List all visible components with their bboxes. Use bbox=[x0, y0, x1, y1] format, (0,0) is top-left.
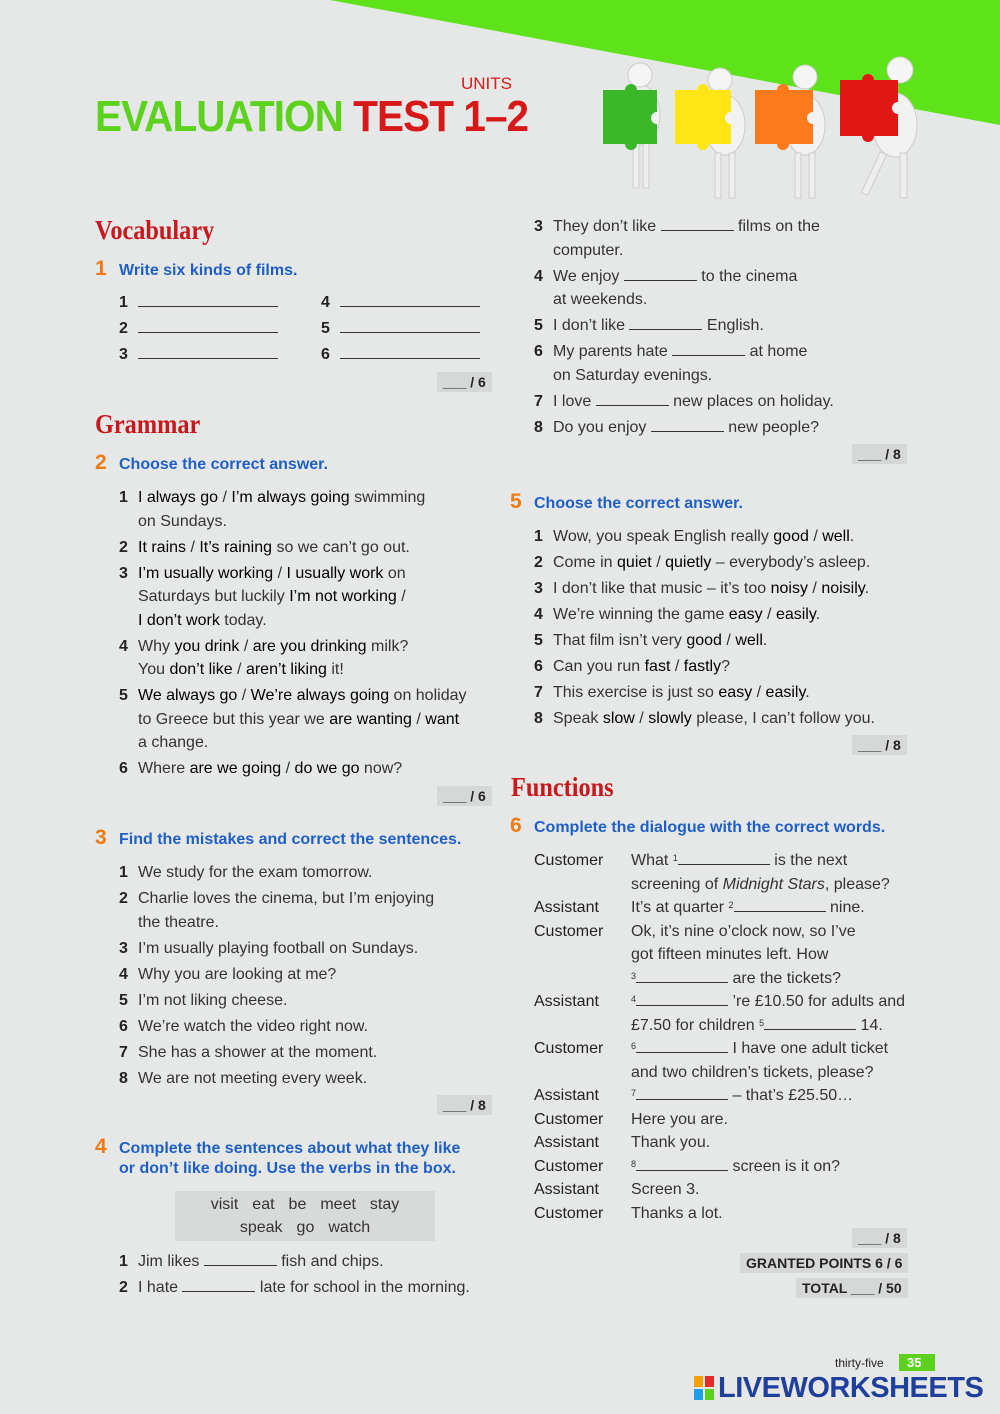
q4-item-4: 4 We enjoy to the cinema at weekends. bbox=[534, 267, 798, 308]
q5-1-option-b[interactable]: well bbox=[822, 528, 850, 545]
q2-2-option-b[interactable]: It’s raining bbox=[199, 538, 272, 556]
vocabulary-heading: Vocabulary bbox=[95, 215, 215, 245]
page-title bbox=[95, 92, 528, 142]
q4-item-8: 8 Do you enjoy new people? bbox=[534, 418, 820, 436]
title-units-range: 1–2 bbox=[463, 92, 529, 141]
verb-visit: visit bbox=[210, 1196, 239, 1213]
q3-item-2: 2 Charlie loves the cinema, but I’m enjoying the theatre. bbox=[119, 890, 435, 931]
q2-number: 2 bbox=[95, 451, 107, 474]
q1-row-3[interactable]: 3 bbox=[119, 346, 278, 364]
q2-5-option-a[interactable]: We always go bbox=[138, 687, 238, 704]
q6-blank-8[interactable] bbox=[636, 1157, 728, 1171]
q5-item-7: 7 This exercise is just so easy / easily. bbox=[534, 684, 810, 701]
q2-3-option-c[interactable]: I’m not working bbox=[289, 588, 397, 605]
q3-item-6: 6 We’re watch the video right now. bbox=[119, 1017, 369, 1035]
title-evaluation: EVALUATION bbox=[95, 92, 343, 141]
q6-blank-3[interactable] bbox=[636, 969, 728, 983]
q6-dialogue bbox=[534, 849, 905, 1225]
q5-3-option-b[interactable]: noisily bbox=[821, 580, 865, 597]
q5-6-option-a[interactable]: fast bbox=[644, 658, 671, 675]
q5-item-8: 8 Speak slow / slowly please, I can’t follow you. bbox=[534, 710, 875, 727]
q4-6-blank[interactable] bbox=[672, 342, 745, 356]
q2-1-option-a[interactable]: I always go bbox=[138, 489, 219, 506]
verb-meet: meet bbox=[320, 1196, 356, 1213]
q4-score: ___ / 8 bbox=[852, 444, 907, 464]
q5-7-option-a[interactable]: easy bbox=[718, 684, 753, 701]
q5-item-1: 1 Wow, you speak English really good / well. bbox=[534, 528, 855, 545]
q4-4-blank[interactable] bbox=[624, 267, 697, 281]
q5-instruction bbox=[510, 490, 743, 514]
q5-4-option-a[interactable]: easy bbox=[728, 606, 763, 623]
q3-list bbox=[119, 861, 494, 1093]
q1-number: 1 bbox=[95, 257, 107, 280]
q4-item-6: 6 My parents hate at home on Saturday evenings. bbox=[534, 343, 808, 384]
page-word: thirty-five bbox=[835, 1356, 884, 1370]
q3-item-1: 1 We study for the exam tomorrow. bbox=[119, 864, 373, 881]
q5-item-3: 3 I don’t like that music – it’s too noisy / noisily. bbox=[534, 580, 870, 597]
q4-2-blank[interactable] bbox=[182, 1278, 255, 1292]
q2-5-option-c[interactable]: are wanting bbox=[329, 710, 412, 728]
dialogue-line-2: Assistant It’s at quarter $^2$ nine. bbox=[534, 899, 865, 916]
functions-heading: Functions bbox=[511, 772, 614, 802]
dialogue-line-9: Customer $^8$ screen is it on? bbox=[534, 1157, 841, 1175]
q5-6-option-b[interactable]: fastly bbox=[683, 658, 722, 675]
q3-item-7: 7 She has a shower at the moment. bbox=[119, 1043, 378, 1061]
q4-3-blank[interactable] bbox=[661, 217, 734, 231]
q2-2-option-a[interactable]: It rains bbox=[138, 538, 187, 556]
q1-instruction bbox=[95, 257, 298, 281]
q3-text: Find the mistakes and correct the sentences. bbox=[119, 831, 462, 848]
puzzle-figures-illustration bbox=[595, 55, 945, 205]
q2-4-option-d[interactable]: aren’t liking bbox=[245, 661, 327, 678]
q5-text: Choose the correct answer. bbox=[534, 495, 743, 512]
q4-5-blank[interactable] bbox=[629, 316, 702, 330]
q4-item-7: 7 I love new places on holiday. bbox=[534, 392, 834, 410]
q1-text: Write six kinds of films. bbox=[119, 262, 298, 279]
dialogue-line-10: Assistant Screen 3. bbox=[534, 1181, 700, 1198]
q5-item-6: 6 Can you run fast / fastly? bbox=[534, 658, 731, 675]
q6-score: ___ / 8 bbox=[852, 1228, 907, 1248]
q3-item-8: 8 We are not meeting every week. bbox=[119, 1069, 368, 1087]
q4-1-blank[interactable] bbox=[204, 1252, 277, 1266]
q2-item-1: 1 I always go / I’m always going swimming on Sundays. bbox=[119, 489, 426, 530]
q3-item-4: 4 Why you are looking at me? bbox=[119, 965, 337, 983]
q3-instruction bbox=[95, 826, 462, 850]
q6-blank-2[interactable] bbox=[734, 898, 826, 912]
q5-3-option-a[interactable]: noisy bbox=[770, 580, 808, 597]
q3-item-5: 5 I’m not liking cheese. bbox=[119, 991, 288, 1009]
q5-7-option-b[interactable]: easily bbox=[765, 684, 806, 701]
q2-6-option-b[interactable]: do we go bbox=[294, 760, 360, 777]
q5-number: 5 bbox=[510, 490, 522, 513]
q1-score: ___ / 6 bbox=[437, 372, 492, 392]
q3-item-3: 3 I’m usually playing football on Sundays. bbox=[119, 939, 419, 957]
grammar-heading: Grammar bbox=[95, 409, 201, 439]
q2-4-option-b[interactable]: are you drinking bbox=[252, 637, 367, 655]
q2-6-option-a[interactable]: are we going bbox=[189, 760, 282, 777]
q3-score: ___ / 8 bbox=[437, 1095, 492, 1115]
q5-2-option-a[interactable]: quiet bbox=[617, 554, 652, 571]
verb-stay: stay bbox=[369, 1196, 400, 1213]
q4-item-3: 3 They don’t like films on the computer. bbox=[534, 218, 820, 259]
title-test: TEST bbox=[353, 92, 454, 141]
q2-item-4: 4 Why you drink / are you drinking milk? You don’t like / aren’t liking it! bbox=[119, 637, 409, 678]
q6-blank-6[interactable] bbox=[636, 1039, 728, 1053]
dialogue-line-3: Customer Ok, it’s nine o’clock now, so I’ve got fifteen minutes left. How $^3$ are the tickets? bbox=[534, 922, 856, 987]
q5-1-option-a[interactable]: good bbox=[773, 528, 809, 545]
liveworksheets-brand[interactable]: LIVEWORKSHEETS bbox=[718, 1372, 984, 1404]
verb-go: go bbox=[296, 1219, 315, 1236]
q4-instruction: 4 Complete the sentences about what they like or don’t like doing. Use the verbs in the box. bbox=[95, 1135, 461, 1177]
q6-blank-1[interactable] bbox=[678, 851, 770, 865]
q1-row-6[interactable]: 6 bbox=[321, 346, 480, 364]
q4-8-blank[interactable] bbox=[651, 418, 724, 432]
q5-8-option-b[interactable]: slowly bbox=[648, 710, 692, 727]
q5-5-option-a[interactable]: good bbox=[686, 632, 722, 649]
q6-number: 6 bbox=[510, 814, 522, 837]
q1-row-1[interactable]: 1 bbox=[119, 294, 278, 312]
q2-4-option-c[interactable]: don’t like bbox=[169, 661, 233, 678]
q3-number: 3 bbox=[95, 826, 107, 849]
verb-box bbox=[175, 1191, 435, 1241]
q5-2-option-b[interactable]: quietly bbox=[665, 554, 712, 571]
granted-points: GRANTED POINTS 6 / 6 bbox=[740, 1253, 908, 1273]
q5-item-4: 4 We’re winning the game easy / easily. bbox=[534, 606, 821, 623]
q5-list bbox=[534, 525, 914, 733]
q4-item-5: 5 I don’t like English. bbox=[534, 317, 764, 334]
dialogue-line-5: Customer $^6$ I have one adult ticket and two children’s tickets, please? bbox=[534, 1040, 889, 1081]
liveworksheets-logo-icon bbox=[694, 1376, 714, 1400]
q4-item-1: 1 Jim likes fish and chips. bbox=[119, 1253, 384, 1270]
q5-item-5: 5 That film isn’t very good / well. bbox=[534, 632, 768, 649]
q2-3-option-a[interactable]: I’m usually working bbox=[138, 564, 274, 582]
q2-1-option-b[interactable]: I’m always going bbox=[231, 489, 350, 506]
q5-score: ___ / 8 bbox=[852, 735, 907, 755]
q2-4-option-a[interactable]: you drink bbox=[174, 637, 240, 655]
q2-3-option-d[interactable]: I don’t work bbox=[138, 611, 220, 629]
q2-5-option-b[interactable]: We’re always going bbox=[250, 687, 390, 704]
dialogue-line-4: Assistant $^4$ ’re £10.50 for adults and £7.50 for children $^5$ 14. bbox=[534, 993, 906, 1034]
dialogue-line-8: Assistant Thank you. bbox=[534, 1134, 711, 1151]
verb-watch: watch bbox=[328, 1219, 371, 1236]
verb-be: be bbox=[288, 1196, 307, 1213]
q4-7-blank[interactable] bbox=[596, 392, 669, 406]
q2-5-option-d[interactable]: want bbox=[425, 710, 460, 728]
q1-row-4[interactable]: 4 bbox=[321, 294, 480, 312]
verb-speak: speak bbox=[239, 1219, 283, 1236]
verb-eat: eat bbox=[252, 1196, 275, 1213]
units-label: UNITS bbox=[461, 74, 512, 93]
page-number: 35 bbox=[899, 1354, 935, 1371]
q5-8-option-a[interactable]: slow bbox=[602, 710, 635, 727]
total-score: TOTAL ___ / 50 bbox=[796, 1278, 908, 1298]
q2-list bbox=[119, 486, 494, 783]
q6-instruction bbox=[510, 814, 886, 838]
dialogue-line-6: Assistant $^7$ – that’s £25.50… bbox=[534, 1087, 854, 1104]
q5-5-option-b[interactable]: well bbox=[735, 632, 763, 649]
dialogue-line-7: Customer Here you are. bbox=[534, 1110, 728, 1128]
q2-instruction bbox=[95, 451, 328, 475]
q2-item-3: 3 I’m usually working / I usually work on Saturdays but luckily I’m not working / I don’t work today. bbox=[119, 564, 406, 629]
q4-item-2: 2 I hate late for school in the morning. bbox=[119, 1279, 470, 1296]
q2-item-2: 2 It rains / It’s raining so we can’t go out. bbox=[119, 538, 410, 556]
dialogue-line-11: Customer Thanks a lot. bbox=[534, 1204, 723, 1222]
q5-4-option-b[interactable]: easily bbox=[775, 606, 816, 623]
q1-row-2[interactable]: 2 bbox=[119, 320, 278, 338]
q6-blank-5[interactable] bbox=[764, 1016, 856, 1030]
q6-blank-7[interactable] bbox=[636, 1086, 728, 1100]
q2-3-option-b[interactable]: I usually work bbox=[286, 564, 384, 582]
q2-score: ___ / 6 bbox=[437, 786, 492, 806]
q4-number: 4 bbox=[95, 1135, 107, 1158]
q4-list-right bbox=[534, 215, 914, 442]
q2-text: Choose the correct answer. bbox=[119, 456, 328, 473]
q6-text: Complete the dialogue with the correct words. bbox=[534, 819, 886, 836]
dialogue-line-1: Customer What $^1$ is the next screening of Midnight Stars, please? bbox=[534, 852, 890, 893]
q6-blank-4[interactable] bbox=[636, 992, 728, 1006]
q1-row-5[interactable]: 5 bbox=[321, 320, 480, 338]
q2-item-5: 5 We always go / We’re always going on holiday to Greece but this year we are wanting / want a change. bbox=[119, 687, 467, 751]
q5-item-2: 2 Come in quiet / quietly – everybody’s asleep. bbox=[534, 554, 871, 571]
q4-list-left bbox=[119, 1250, 499, 1302]
q2-item-6: 6 Where are we going / do we go now? bbox=[119, 760, 403, 777]
